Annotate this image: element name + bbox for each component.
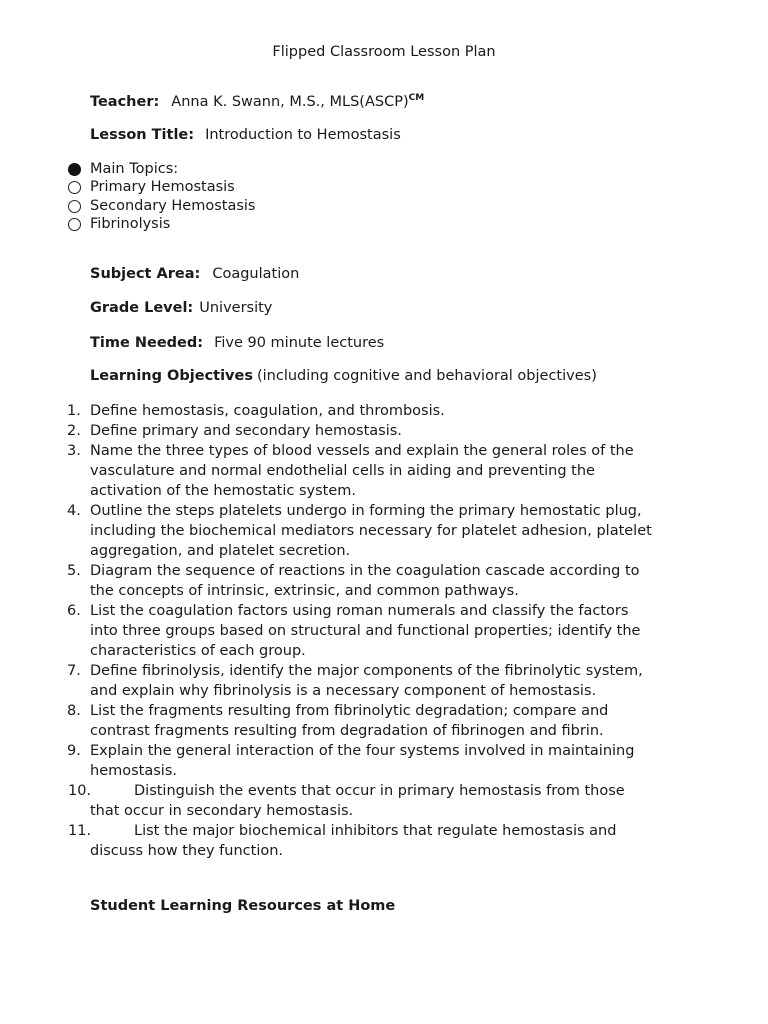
subject-area-value: Coagulation (212, 266, 300, 282)
hollow-bullet-icon (68, 218, 81, 231)
objective-text: List the major biochemical inhibitors that regulate hemostasis and (134, 823, 617, 839)
objective-text: Outline the steps platelets undergo in forming the primary hemostatic plug, (90, 503, 642, 519)
objective-text-continued: aggregation, and platelet secretion. (90, 543, 351, 559)
objective-item (0, 421, 678, 441)
filled-bullet-icon (68, 163, 81, 176)
objective-text: List the fragments resulting from fibrinolytic degradation; compare and (90, 703, 609, 719)
objective-number: 6. (67, 603, 81, 619)
objective-number: 4. (67, 503, 81, 519)
objective-item (0, 601, 678, 661)
objective-number: 10. (68, 783, 92, 799)
resources-heading-label: Student Learning Resources at Home (90, 898, 396, 914)
teacher-label: Teacher: (90, 94, 160, 110)
time-needed-value: Five 90 minute lectures (214, 335, 385, 351)
lesson-title-label: Lesson Title: (90, 127, 195, 143)
objective-text-continued: and explain why fibrinolysis is a necessary component of hemostasis. (90, 683, 597, 699)
objective-number: 2. (67, 423, 81, 439)
grade-level-line (90, 300, 272, 316)
objective-text: Define fibrinolysis, identify the major components of the fibrinolytic system, (90, 663, 643, 679)
learning-objectives-note: (including cognitive and behavioral objectives) (256, 368, 597, 384)
objective-item (0, 501, 678, 561)
objective-item (0, 661, 678, 701)
objective-number: 7. (67, 663, 81, 679)
subject-area-label: Subject Area: (90, 266, 201, 282)
objective-number: 1. (67, 403, 81, 419)
objective-text-continued: characteristics of each group. (90, 643, 306, 659)
objective-text-continued: activation of the hemostatic system. (90, 483, 356, 499)
lesson-title-value: Introduction to Hemostasis (205, 127, 401, 143)
objective-item (0, 741, 678, 781)
objective-text: Explain the general interaction of the four systems involved in maintaining (90, 743, 635, 759)
objective-number: 3. (67, 443, 81, 459)
objective-text: Define hemostasis, coagulation, and thrombosis. (90, 403, 445, 419)
objective-number: 9. (67, 743, 81, 759)
objective-item (0, 441, 678, 501)
list-item (90, 215, 170, 233)
objective-number: 11. (68, 823, 92, 839)
grade-level-value: University (199, 300, 273, 316)
objective-text-continued: that occur in secondary hemostasis. (90, 803, 354, 819)
objective-text-continued: the concepts of intrinsic, extrinsic, and common pathways. (90, 583, 519, 599)
teacher-credential-sup: CM (408, 93, 425, 103)
objective-item (0, 401, 678, 421)
objective-item (0, 561, 678, 601)
topic-label: Main Topics: (90, 161, 179, 177)
grade-level-label: Grade Level: (90, 300, 194, 316)
teacher-line (90, 93, 424, 110)
list-item (90, 160, 178, 178)
lesson-title-line (90, 127, 401, 143)
objective-text-continued: hemostasis. (90, 763, 177, 779)
objective-text: Diagram the sequence of reactions in the coagulation cascade according to (90, 563, 640, 579)
objective-text: Distinguish the events that occur in primary hemostasis from those (134, 783, 625, 799)
objective-text-continued: discuss how they function. (90, 843, 284, 859)
hollow-bullet-icon (68, 200, 81, 213)
list-item (90, 197, 255, 215)
objective-text-continued: including the biochemical mediators necessary for platelet adhesion, platelet (90, 523, 652, 539)
objective-text-continued: contrast fragments resulting from degradation of fibrinogen and fibrin. (90, 723, 604, 739)
objectives-list (0, 401, 768, 861)
objective-item (0, 781, 678, 821)
objective-text-continued: vasculature and normal endothelial cells in aiding and preventing the (90, 463, 595, 479)
learning-objectives-label: Learning Objectives (90, 368, 253, 384)
objective-item (0, 701, 678, 741)
objective-text: List the coagulation factors using roman numerals and classify the factors (90, 603, 629, 619)
learning-objectives-heading (90, 368, 597, 384)
topic-label: Secondary Hemostasis (90, 198, 256, 214)
objective-item (0, 821, 678, 861)
teacher-value: Anna K. Swann, M.S., MLS(ASCP) (171, 94, 409, 110)
list-item (90, 178, 235, 196)
objective-text: Name the three types of blood vessels and explain the general roles of the (90, 443, 634, 459)
objective-number: 8. (67, 703, 81, 719)
hollow-bullet-icon (68, 181, 81, 194)
subject-area-line (90, 266, 299, 282)
resources-heading (90, 898, 395, 914)
document-title: Flipped Classroom Lesson Plan (272, 44, 496, 60)
objective-text-continued: into three groups based on structural and functional properties; identify the (90, 623, 641, 639)
time-needed-line (90, 335, 384, 351)
objective-number: 5. (67, 563, 81, 579)
time-needed-label: Time Needed: (90, 335, 204, 351)
topic-label: Primary Hemostasis (90, 179, 235, 195)
objective-text: Define primary and secondary hemostasis. (90, 423, 402, 439)
topic-label: Fibrinolysis (90, 216, 171, 232)
